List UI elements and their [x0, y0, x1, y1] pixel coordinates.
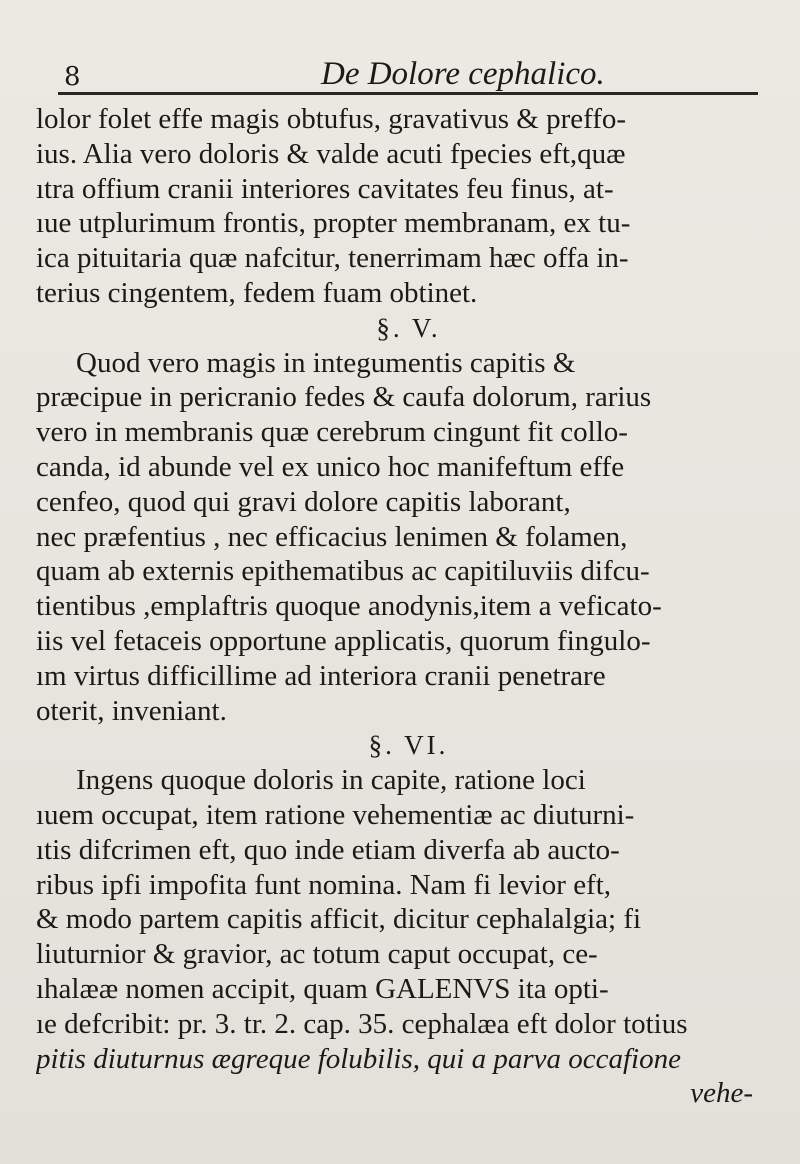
page-header: [58, 44, 748, 92]
text-line: ius. Alia vero doloris & valde acuti fpecies eft,quæ: [36, 137, 626, 170]
section-heading: §. V.: [376, 312, 441, 343]
body-text: [36, 102, 781, 1111]
running-head: De Dolore cephalico.: [321, 56, 605, 92]
text-line: vero in membranis quæ cerebrum cingunt fit collo-: [36, 416, 628, 449]
text-line: ıe defcribit: pr. 3. tr. 2. cap. 35. cephalæa eft dolor totius: [36, 1007, 688, 1040]
text-line: cenfeo, quod qui gravi dolore capitis laborant,: [36, 485, 571, 518]
text-line: canda, id abunde vel ex unico hoc manifeftum effe: [36, 450, 625, 483]
text-line: quam ab externis epithematibus ac capitiluviis difcu-: [36, 555, 650, 588]
header-rule: [58, 92, 758, 95]
text-line: Quod vero magis in integumentis capitis &: [76, 346, 576, 379]
text-line: ıtis difcrimen eft, quo inde etiam diverfa ab aucto-: [36, 833, 620, 866]
text-line: ribus ipfi impofita funt nomina. Nam fi levior eft,: [36, 868, 612, 901]
text-line: terius cingentem, fedem fuam obtinet.: [36, 276, 478, 309]
text-line: tientibus ,emplaftris quoque anodynis,item a veficato-: [36, 590, 662, 623]
text-line: liuturnior & gravior, ac totum caput occupat, ce-: [36, 938, 598, 971]
text-line: nec præfentius , nec efficacius lenimen & folamen,: [36, 520, 628, 553]
text-line: pitis diuturnus ægreque folubilis, qui a parva occafione: [36, 1042, 681, 1075]
text-line: ıtra offium cranii interiores cavitates feu finus, at-: [36, 172, 614, 205]
text-line: ica pituitaria quæ nafcitur, tenerrimam hæc offa in-: [36, 242, 629, 275]
section-heading: §. VI.: [368, 730, 449, 761]
text-line: præcipue in pericranio fedes & caufa dolorum, rarius: [36, 381, 652, 414]
text-line: iis vel fetaceis opportune applicatis, quorum fingulo-: [36, 624, 651, 657]
text-line: ım virtus difficillime ad interiora cranii penetrare: [36, 659, 606, 692]
text-line: & modo partem capitis afficit, dicitur cephalalgia; fi: [36, 903, 642, 936]
text-line: Ingens quoque doloris in capite, ratione loci: [76, 764, 586, 797]
text-line: ıhalææ nomen accipit, quam GALENVS ita opti-: [36, 972, 609, 1005]
catchword: vehe-: [690, 1077, 753, 1110]
text-line: ıuem occupat, item ratione vehementiæ ac diuturni-: [36, 798, 635, 831]
text-line: lolor folet effe magis obtufus, gravativus & preffo-: [36, 103, 627, 135]
page-number: 8: [64, 62, 81, 92]
text-line: ıue utplurimum frontis, propter membranam, ex tu-: [36, 207, 631, 240]
text-line: oterit, inveniant.: [36, 694, 227, 727]
